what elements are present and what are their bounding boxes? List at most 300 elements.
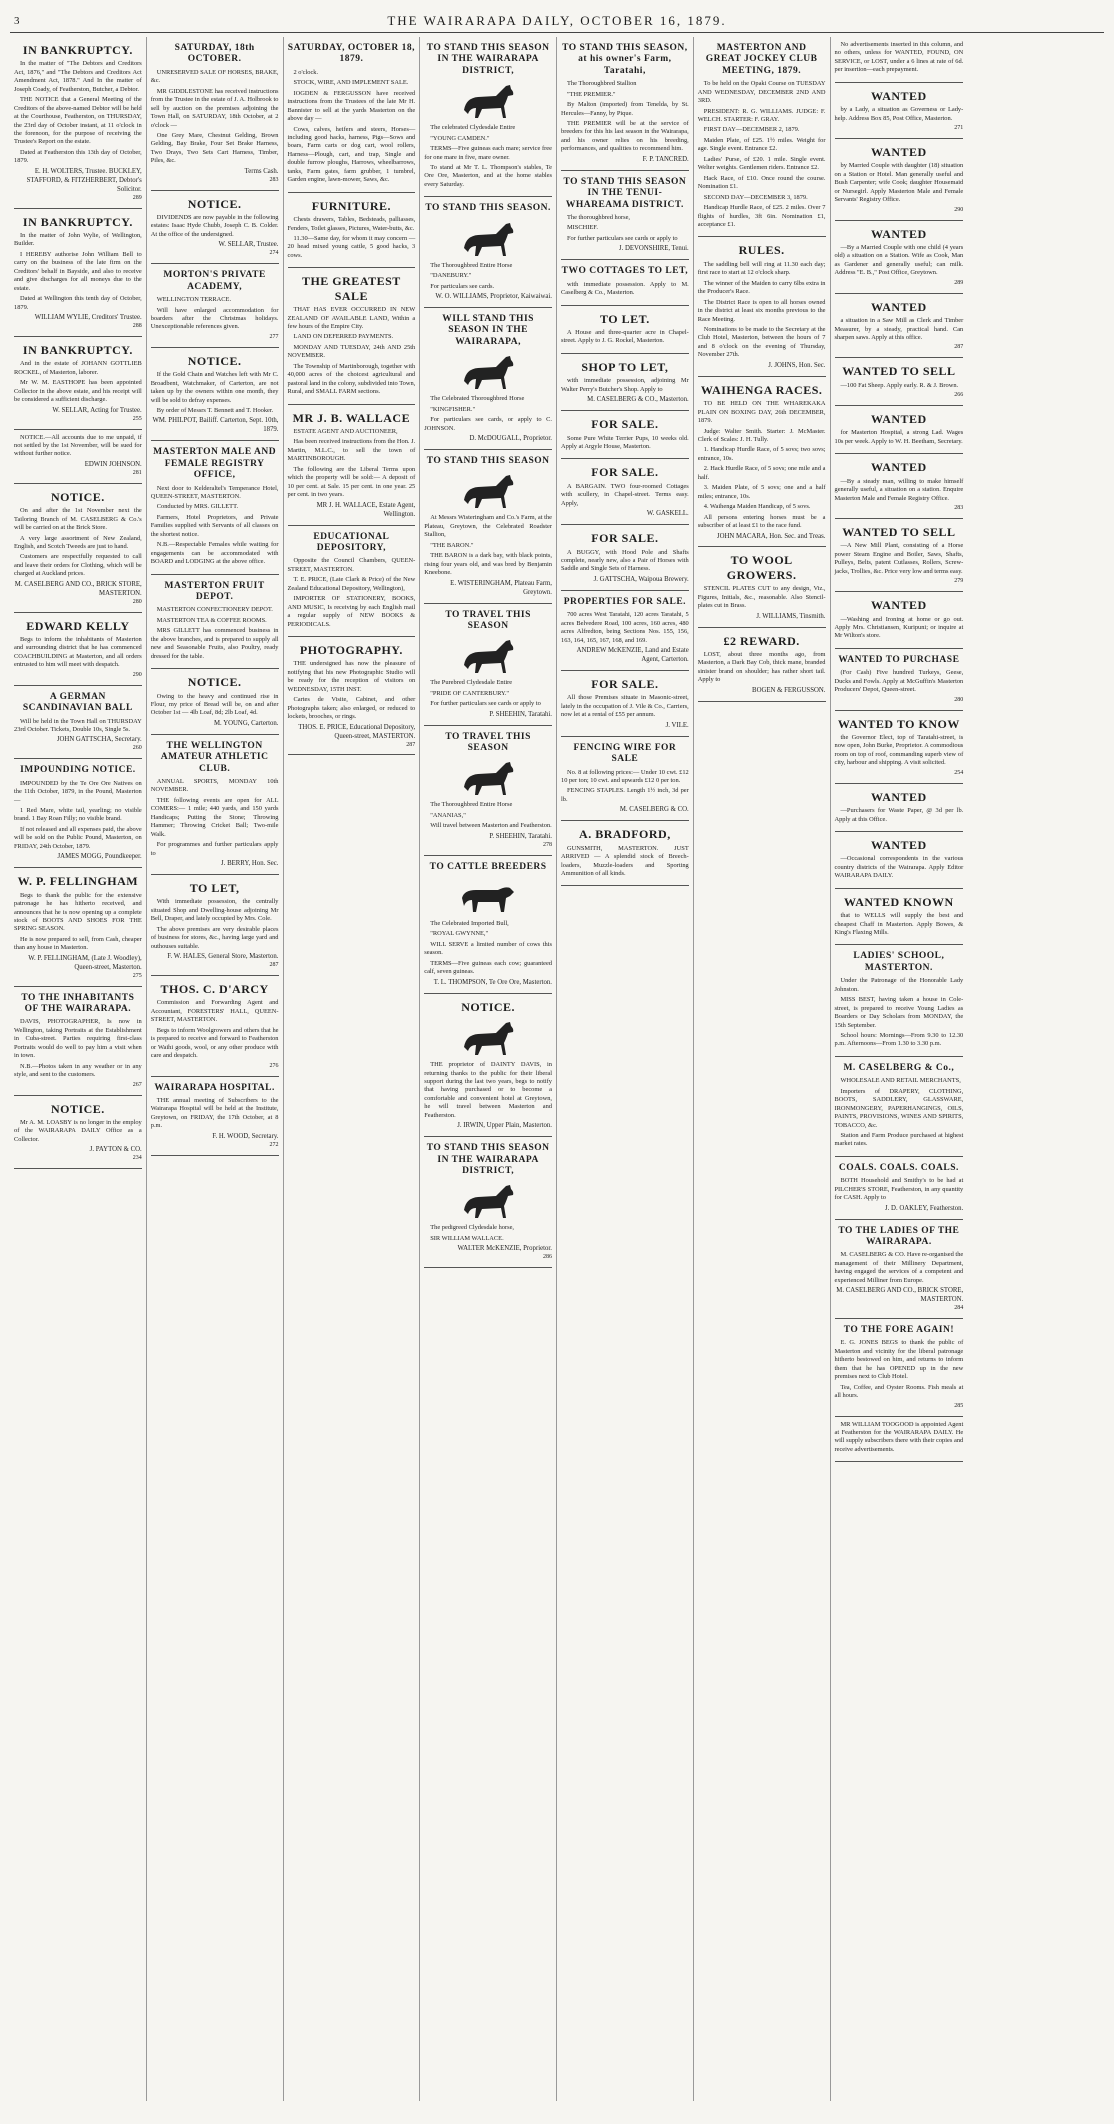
- ad-heading: WANTED: [871, 460, 927, 475]
- ad-signature: WALTER McKENZIE, Proprietor.: [457, 1245, 552, 1253]
- ad-paragraph: THE NOTICE that a General Meeting of the Creditors of the above-named Debtor will be held at the Courthouse, Featherston, on THURSDAY, the 23rd day of October instant, at 11 o'clock in the forenoon, for the purpose of receiving the Trustee's Report on the estate.: [14, 96, 142, 146]
- ad-paragraph: Begs to inform Woolgrowers and others that he is prepared to receive and forward to Featherston or Waihi goods, wool, or any other produce with care and despatch.: [150, 1026, 279, 1060]
- ad-heading: TO THE FORE AGAIN!: [843, 1325, 955, 1336]
- ad-body: [561, 80, 689, 154]
- ad-body: [288, 660, 416, 721]
- advertisement: [698, 547, 826, 627]
- ad-paragraph: Mr W. M. EASTHOPE has been appointed Collector in the above estate, and his receipt will be considered a sufficient discharge.: [14, 379, 142, 404]
- ad-body: [561, 435, 689, 452]
- bull-engraving-icon: [456, 876, 520, 918]
- ad-paragraph: The Celebrated Thoroughbred Horse: [430, 395, 525, 403]
- advertisement: [561, 821, 689, 886]
- ad-heading: FENCING WIRE FOR SALE: [573, 742, 677, 765]
- advertisement: [835, 83, 964, 139]
- ad-paragraph: "DANEBURY.": [430, 272, 472, 280]
- ad-paragraph: PRESIDENT: R. G. WILLIAMS. JUDGE: F. WELCH. STARTER: F. GRAY.: [697, 107, 826, 123]
- advertisement: [561, 591, 689, 671]
- ad-paragraph: THAT HAS EVER OCCURRED IN NEW ZEALAND OF AVAILABLE LAND, Within a few hours of the Empire City.: [287, 306, 416, 331]
- ad-signature: W. O. WILLIAMS, Proprietor, Kaiwaiwai.: [435, 293, 552, 301]
- ad-paragraph: For particulars see cards.: [430, 282, 495, 290]
- ad-paragraph: The Thoroughbred Entire Horse: [430, 261, 513, 269]
- ad-body: [561, 281, 689, 298]
- ad-paragraph: The pedigreed Clydesdale horse,: [430, 1224, 515, 1232]
- ad-paragraph: In the matter of "The Debtors and Creditors Act, 1876," and "The Debtors and Creditors Act Amendment Act, 1878." And In the matter of Joseph Coady, of Featherston, Butcher, a Debtor.: [14, 60, 142, 93]
- ad-body: [151, 999, 279, 1060]
- ad-heading: TO THE INHABITANTS OF THE WAIRARAPA.: [21, 992, 135, 1015]
- ad-body: [14, 892, 142, 953]
- ad-signature: T. L. THOMPSON, Te Ore Ore, Masterton.: [433, 978, 552, 986]
- ad-number: 290: [132, 671, 142, 678]
- ad-signature: M. CASELBERG & CO.: [619, 806, 689, 814]
- column-4: [420, 37, 557, 2101]
- ad-paragraph: If the Gold Chain and Watches left with Mr C. Broadbent, Watchmaker, of Carterton, are not taken up by the owners within one month, they will be sold to defray expenses.: [150, 371, 279, 404]
- ad-heading: FOR SALE.: [591, 677, 659, 691]
- ad-paragraph: School hours: Mornings—From 9.30 to 12.30 p.m. Afternoons—From 1.30 to 3.30 p.m.: [834, 1031, 964, 1048]
- ad-paragraph: With immediate possession, the centrally situated Shop and Dwelling-house adjoining Mr Bell, Draper, and lately occupied by Mrs. Cole.: [150, 898, 279, 923]
- ad-paragraph: NOTICE.—All accounts due to me unpaid, if not settled by the 1st November, will be sued for without further notice.: [14, 433, 142, 458]
- ad-paragraph: "YOUNG CAMDEN.": [430, 134, 490, 142]
- ad-paragraph: "ANANIAS,": [430, 811, 466, 819]
- ad-body: [151, 898, 279, 951]
- ad-body: [424, 514, 552, 577]
- advertisement: [424, 197, 552, 308]
- ad-signature: J. JOHNS, Hon. Sec.: [768, 361, 826, 369]
- ad-paragraph: Conducted by MRS. GILLETT.: [156, 503, 239, 511]
- ad-heading: THE GREATEST SALE: [301, 274, 401, 303]
- ad-signature: F. H. WOOD, Secretary.: [212, 1132, 279, 1140]
- ad-body: [14, 232, 142, 312]
- ad-signature: EDWIN JOHNSON.: [84, 460, 142, 468]
- ad-body: [424, 262, 552, 291]
- ad-heading: THE WELLINGTON AMATEUR ATHLETIC CLUB.: [160, 740, 269, 774]
- ad-paragraph: A BARGAIN. TWO four-roomed Cottages with scullery, in Chapel-street. Terms easy. Apply,: [561, 482, 689, 507]
- column-2: [147, 37, 284, 2101]
- ad-paragraph: THE following events are open for ALL COMERS:— 1 mile; 440 yards, and 150 yards Handicaps; Putting the Stone; Throwing Hammer; Throwing Cricket Ball; Two-mile Walk.: [150, 796, 279, 838]
- ad-heading: MORTON'S PRIVATE ACADEMY,: [163, 270, 266, 292]
- ad-number: 275: [132, 972, 142, 979]
- advertisement: [14, 1096, 142, 1170]
- ad-signature: J. GATTSCHA, Waipoua Brewery.: [593, 575, 689, 583]
- ad-paragraph: And in the estate of JOHANN GOTTLIEB ROCKEL, of Masterton, laborer.: [14, 360, 142, 376]
- ad-paragraph: 4. Waihenga Maiden Handicap, of 5 sovs.: [703, 503, 811, 511]
- ad-signature: J. WILLIAMS, Tinsmith.: [756, 612, 826, 620]
- ad-paragraph: To be held on the Opaki Course on TUESDAY AND WEDNESDAY, DECEMBER 2ND AND 3RD.: [697, 80, 826, 105]
- ad-number: 287: [269, 962, 279, 969]
- ad-signature: F. W. HALES, General Store, Masterton.: [167, 953, 279, 961]
- ad-paragraph: N.B.—Photos taken in any weather or in any style, and sent to the customers.: [14, 1062, 142, 1079]
- ad-paragraph: The saddling bell will ring at 11.30 each day; first race to start at 12 o'clock sharp.: [697, 260, 826, 277]
- ad-body: [561, 611, 689, 645]
- ad-paragraph: (For Cash) Five hundred Turkeys, Geese, Ducks and Fowls. Apply at McGuffin's Masterton Producers' Depot, Queen-street.: [834, 669, 964, 694]
- ad-body: [288, 428, 416, 500]
- ad-heading: WANTED: [871, 789, 927, 804]
- advertisement: [151, 575, 279, 670]
- ad-paragraph: Opposite the Council Chambers, QUEEN-STREET, MASTERTON.: [287, 557, 416, 573]
- ad-body: [14, 60, 142, 165]
- ad-body: [151, 69, 279, 166]
- ad-heading: WAIRARAPA HOSPITAL.: [154, 1082, 275, 1093]
- advertisement: [424, 726, 552, 856]
- ad-heading: WANTED TO KNOW: [837, 716, 960, 731]
- advertisement: [698, 37, 826, 237]
- ad-paragraph: Mr A. M. LOASBY is no longer in the employ of the WAIRARAPA DAILY Office as a Collector.: [14, 1118, 142, 1143]
- ad-body: [698, 585, 826, 610]
- advertisement: [424, 450, 552, 604]
- advertisement: [14, 868, 142, 986]
- ad-signature: JOHN GATTSCHA, Secretary.: [56, 736, 142, 744]
- ad-paragraph: by a Lady, a situation as Governess or Lady-help. Address Box 85, Post Office, Masterton.: [834, 106, 964, 122]
- ad-paragraph: Has been received instructions from the Hon. J. Martin, M.L.C., to sell the town of MARTINBOROUGH.: [287, 438, 416, 463]
- ad-heading: WANTED TO SELL: [842, 364, 956, 379]
- ad-number: 290: [954, 206, 964, 213]
- ad-body: [835, 317, 964, 342]
- ad-body: [698, 80, 826, 229]
- ad-paragraph: The Township of Martinborough, together with 40,000 acres of the choicest agricultural and pastoral land in the colony, subdivided into Town, Rural, and SMALL FARM sections.: [287, 362, 416, 396]
- ad-body: [14, 434, 142, 459]
- ad-number: 281: [132, 469, 142, 476]
- ad-body: [14, 636, 142, 670]
- masthead: [10, 10, 1104, 33]
- advertisement: [14, 759, 142, 868]
- ad-heading: TWO COTTAGES TO LET,: [561, 266, 689, 277]
- ad-heading: SATURDAY, 18th OCTOBER.: [174, 43, 255, 65]
- ad-body: [698, 651, 826, 685]
- advertisement: [698, 377, 826, 548]
- ad-paragraph: "THE PREMIER.": [567, 90, 616, 98]
- ad-heading: WANTED: [871, 598, 927, 613]
- ad-paragraph: Handicap Hurdle Race, of £25. 2 miles. Over 7 flights of hurdles, 3ft 6in. Nomination £1, acceptance £1.: [697, 204, 826, 228]
- advertisement: [424, 1137, 552, 1268]
- ad-paragraph: Station and Farm Produce purchased at highest market rates.: [834, 1131, 964, 1148]
- advertisement: [698, 237, 826, 376]
- ad-body: [288, 216, 416, 260]
- advertisement: [14, 337, 142, 430]
- column-1: [10, 37, 147, 2101]
- ad-number: 288: [132, 323, 142, 330]
- ad-body: [151, 296, 279, 332]
- ad-paragraph: ANNUAL SPORTS, MONDAY 10th NOVEMBER.: [150, 778, 279, 794]
- ad-heading: NOTICE.: [187, 353, 242, 368]
- ad-paragraph: LAND ON DEFERRED PAYMENTS.: [293, 333, 394, 341]
- ad-paragraph: 11.30—Same day, for whom it may concern — 20 head mixed young cattle, 5 good hacks, 3 cows.: [287, 234, 416, 259]
- ad-paragraph: MONDAY AND TUESDAY, 24th AND 25th NOVEMBER.: [287, 343, 416, 360]
- ad-body: [288, 557, 416, 629]
- ad-paragraph: The celebrated Clydesdale Entire: [430, 124, 516, 132]
- ad-body: [288, 69, 416, 185]
- ad-signature: JAMES MOGG, Poundkeeper.: [57, 853, 142, 861]
- ad-paragraph: All persons entering horses must be a subscriber of at least £1 to the race fund.: [697, 513, 826, 530]
- ad-paragraph: Dated at Featherston this 13th day of October, 1879.: [14, 148, 142, 165]
- ad-number: 272: [269, 1141, 279, 1148]
- ad-paragraph: Nominations to be made to the Secretary at the Club Hotel, Masterton, between the hours of 7 and 8 o'clock on the evening of Thursday, November 27th.: [697, 325, 826, 359]
- ad-paragraph: Cows, calves, heifers and steers, Horses—including good hacks, harness, Pigs—Sows and boars, Farm carts or dog cart, wool rollers, Harness—Plough, cart, and trap, Single and double furrow ploughs, Harrows, wheelbarrows, tanks, Farm gates, farm grubber, 1 tumbrel, Garden engine, lawn-mower, Saws, &c.: [287, 125, 416, 184]
- ad-signature: WM. PHILPOT, Bailiff. Carterton, Sept. 10th, 1879.: [152, 417, 279, 434]
- ad-paragraph: 700 acres West Taratahi, 120 acres Taratahi, 5 acres Belvedere Road, 100 acres, 160 acres, 480 acres Alfredton, being Sections Nos. 155, 156, 163, 164, 165, 167, 168, and 169.: [561, 611, 689, 644]
- ad-paragraph: GUNSMITH, MASTERTON. JUST ARRIVED — A splendid stock of Breech-loaders, Muzzle-loaders and Sporting Ammunition of all kinds.: [561, 844, 689, 878]
- ad-paragraph: —A New Mill Plant, consisting of a Horse power Steam Engine and Boiler, Saws, Shafts, Pulleys, Belts, patent Cutlasses, Rollers, Screw-jacks, Trollies, &c. Price very low and terms easy.: [834, 542, 964, 575]
- ad-heading: TO STAND THIS SEASON IN THE TENUI-WHAREAMA DISTRICT.: [563, 176, 687, 210]
- horse-engraving-icon: [456, 351, 520, 393]
- ad-signature: J. IRWIN, Upper Plain, Masterton.: [457, 1122, 552, 1130]
- ad-paragraph: STENCIL PLATES CUT to any design, Viz., Figures, Initials, &c., reasonable. Also Stencil-plates cut in Brass.: [697, 585, 826, 610]
- ad-heading: WANTED KNOWN: [844, 894, 954, 909]
- horse-engraving-icon: [456, 80, 520, 122]
- ad-number: 278: [543, 841, 552, 848]
- ad-heading: PROPERTIES FOR SALE.: [563, 596, 687, 607]
- ad-heading: FOR SALE.: [591, 531, 659, 546]
- ad-body: [14, 1018, 142, 1079]
- ad-number: 283: [954, 505, 964, 512]
- ad-paragraph: BOTH Household and Smithy's to be had at PILCHER'S STORE, Featherston, in any quantity for CASH. Apply to: [834, 1177, 964, 1202]
- advertisement: [835, 945, 964, 1056]
- ad-body: [424, 395, 552, 433]
- ad-paragraph: UNRESERVED SALE OF HORSES, BRAKE, &c.: [150, 68, 279, 85]
- ad-paragraph: TERMS—Five guineas each cow; guaranteed calf, seven guineas.: [424, 959, 552, 976]
- ad-signature: J. BERRY, Hon. Sec.: [221, 860, 279, 868]
- ad-heading: TO TRAVEL THIS SEASON: [445, 609, 531, 631]
- ad-paragraph: MISS BEST, having taken a house in Cole-street, is prepared to receive Young Ladies as Boarders or Day Scholars from MONDAY, the 15th September.: [834, 996, 964, 1029]
- advertisement: [561, 171, 689, 261]
- ad-paragraph: On and after the 1st November next the Tailoring Branch of M. CASELBERG & Co.'s will be carried on at the Brick Store.: [14, 507, 142, 532]
- advertisement: [561, 671, 689, 737]
- advertisement: [14, 613, 142, 686]
- ad-number: 283: [269, 176, 279, 183]
- advertisement: [14, 686, 142, 760]
- ad-paragraph: for Masterton Hospital, a strong Lad. Wages 10s per week. Apply to W. H. Beetham, Secretary.: [834, 429, 964, 445]
- advertisement: [151, 735, 279, 875]
- advertisement: [288, 37, 416, 193]
- ad-paragraph: Some Pure White Terrier Pups, 10 weeks old. Apply at Argyle House, Masterton.: [561, 434, 689, 450]
- ad-paragraph: The District Race is open to all horses owned in the district at least six months previous to the Race Meeting.: [697, 298, 826, 323]
- ad-paragraph: The following are the Liberal Terms upon which the property will be sold:— A deposit of 10 per cent. at Sale. 15 per cent. in one year. 25 per cent. in two years.: [287, 465, 416, 499]
- advertisement: [835, 221, 964, 294]
- advertisement: [561, 459, 689, 525]
- ad-paragraph: IMPORTER OF STATIONERY, BOOKS, AND MUSIC, Is receiving by each English mail a regular supply of NEW BOOKS & PERIODICALS.: [287, 595, 416, 628]
- ad-body: [835, 807, 964, 824]
- advertisement: [14, 987, 142, 1096]
- ad-paragraph: A BUGGY, with Hood Pole and Shafts complete, nearly new, also a Pair of Horses with Saddle and Single Sets of Harness.: [561, 548, 689, 573]
- ad-paragraph: TO BE HELD ON THE WHAREKAKA PLAIN ON BOXING DAY, 26th DECEMBER, 1879.: [697, 400, 826, 425]
- ad-paragraph: By Malton (imported) from Tenelda, by St. Hercules—Fanny, by Pique.: [561, 101, 689, 117]
- ad-paragraph: For particulars see cards, or apply to C. JOHNSON.: [424, 416, 552, 432]
- ad-body: [424, 920, 552, 977]
- ad-heading: TO LET.: [600, 311, 650, 326]
- ad-paragraph: In the matter of John Wylie, of Wellington, Builder.: [14, 232, 142, 248]
- ad-number: 285: [954, 1402, 964, 1409]
- ad-paragraph: 2. Hack Hurdle Race, of 5 sovs; one mile and a half.: [697, 465, 826, 481]
- ad-number: 267: [132, 1081, 142, 1088]
- ad-paragraph: THE BARON is a dark bay, with black points, rising four years old, and was bred by Benjamin Kneebone.: [424, 552, 552, 577]
- ad-paragraph: Owing to the heavy and continued rise in Flour, my price of Bread will be, on and after October 1st — 4lb Loaf, 8d; 2lb Loaf, 4d.: [150, 692, 279, 717]
- ad-heading: NOTICE.: [187, 675, 242, 690]
- ad-paragraph: Commission and Forwarding Agent and Accountant, FORESTERS' HALL, QUEEN-STREET, MASTERTON.: [150, 999, 279, 1024]
- ad-paragraph: "ROYAL GWYNNE,": [430, 930, 489, 938]
- column-5: [557, 37, 694, 2101]
- advertisement: [561, 354, 689, 411]
- advertisement: [835, 1319, 964, 1416]
- advertisement: [835, 358, 964, 406]
- ad-paragraph: Maiden Plate, of £25. 1½ miles. Weight for age. Single event. Entrance £2.: [697, 136, 826, 153]
- advertisement: [424, 37, 552, 197]
- ad-signature: M. YOUNG, Carterton.: [214, 719, 279, 727]
- ad-paragraph: One Grey Mare, Chestnut Gelding, Brown Gelding, Bay Brake, Four Set Brake Harness, Two Drays, Two Sets Cart Harness, Timber, Piles, &c.: [150, 131, 279, 165]
- ad-paragraph: "PRIDE OF CANTERBURY.": [430, 689, 510, 697]
- advertisement: [151, 191, 279, 265]
- ad-paragraph: THE annual meeting of Subscribers to the Wairarapa Hospital will be held at the Institute, Greytown, on FRIDAY, the 17th October, at 8 p.m.: [150, 1096, 279, 1130]
- ad-paragraph: "THE BARON.": [430, 541, 474, 549]
- ad-body: [835, 616, 964, 641]
- ad-heading: WANTED: [871, 145, 927, 160]
- ad-paragraph: WILL SERVE a limited number of cows this season.: [424, 940, 552, 957]
- advertisement: [151, 669, 279, 735]
- ad-signature: M. CASELBERG & CO., Masterton.: [587, 396, 689, 404]
- ad-paragraph: WHOLESALE AND RETAIL MERCHANTS,: [840, 1077, 961, 1085]
- ad-body: [835, 106, 964, 123]
- ad-heading: TO WOOL GROWERS.: [726, 553, 797, 582]
- advertisement: [698, 628, 826, 702]
- ad-paragraph: Cartes de Visite, Cabinet, and other Photographs taken; also enlarged, or reduced to lockets, brooches, or rings.: [287, 696, 416, 721]
- advertisement: [14, 37, 142, 209]
- ad-signature: W. GASKELL.: [646, 510, 689, 518]
- advertisement: [835, 711, 964, 784]
- ad-signature: E. WISTERINGHAM, Plateau Farm, Greytown.: [450, 579, 552, 596]
- advertisement: [835, 1057, 964, 1157]
- advertisement: [151, 264, 279, 348]
- ad-body: [561, 694, 689, 719]
- ad-paragraph: If not released and all expenses paid, the above will be sold on the Public Pound, Masterton, on FRIDAY, 24th October, 1879.: [14, 825, 142, 850]
- ad-paragraph: IMPOUNDED by the Te Ore Ore Natives on the 11th October, 1879, in the Pound, Masterton —: [14, 779, 142, 804]
- ad-paragraph: —By a Married Couple with one child (4 years old) a situation on a Station. Wife as Cook, Man as Gardener and generally useful; can milk. Address "E. B.," Post Office, Greytown.: [834, 243, 964, 277]
- ad-paragraph: The above premises are very desirable places of business for stores, &c., having large yard and outhouses suitable.: [150, 925, 279, 950]
- ad-signature: ANDREW McKENZIE, Land and Estate Agent, Carterton.: [576, 647, 689, 664]
- ad-paragraph: ESTATE AGENT AND AUCTIONEER,: [293, 428, 398, 436]
- ad-paragraph: Next door to Kelderaltel's Temperance Hotel, QUEEN-STREET, MASTERTON.: [150, 484, 279, 500]
- advertisement: [835, 649, 964, 711]
- ad-heading: TO STAND THIS SEASON.: [425, 203, 551, 214]
- ad-paragraph: —Purchasers for Waste Paper, @ 3d per lb. Apply at this Office.: [834, 807, 964, 823]
- ad-paragraph: MISCHIEF.: [567, 224, 598, 232]
- advertisement: [835, 37, 964, 83]
- ad-body: [561, 845, 689, 879]
- ad-heading: MASTERTON FRUIT DEPOT.: [164, 580, 265, 602]
- ad-heading: WILL STAND THIS SEASON IN THE WAIRARAPA,: [442, 314, 534, 347]
- ad-heading: WANTED TO PURCHASE: [838, 654, 960, 665]
- ad-heading: TO STAND THIS SEASON, at his owner's Farm, Taratahi,: [562, 43, 688, 76]
- ad-heading: A. BRADFORD,: [579, 827, 671, 842]
- ad-number: 286: [543, 1254, 552, 1261]
- ad-body: [698, 261, 826, 360]
- ad-number: 289: [954, 279, 964, 286]
- horse-engraving-icon: [456, 757, 520, 799]
- ad-paragraph: 3. Maiden Plate, of 5 sovs; one and a half miles; entrance, 10s.: [697, 484, 826, 500]
- ad-heading: THOS. C. D'ARCY: [160, 982, 269, 997]
- ad-heading: IN BANKRUPTCY.: [22, 43, 133, 57]
- ad-paragraph: To stand at Mr T. L. Thompson's stables, Te Ore Ore, Masterton, and at the home stables every Saturday.: [424, 163, 552, 188]
- ad-number: 277: [269, 333, 279, 340]
- ad-heading: TO LET,: [189, 881, 240, 896]
- ad-body: [424, 1224, 552, 1243]
- ad-body: [835, 1177, 964, 1202]
- ad-body: [151, 371, 279, 415]
- ad-heading: WANTED: [871, 299, 927, 314]
- ad-paragraph: Judge: Walter Smith. Starter: J. McMaster. Clerk of Scales: J. H. Tully.: [697, 427, 826, 443]
- ad-paragraph: Begs to inform the inhabitants of Masterton and surrounding district that he has commenced COACHBUILDING at Masterton, and all orders entrusted to him will meet with despatch.: [14, 636, 142, 669]
- ad-paragraph: Ladies' Purse, of £20. 1 mile. Single event. Welter weights. Gentlemen riders. Entrance £2.: [697, 155, 826, 172]
- advertisement: [835, 294, 964, 359]
- ad-number: 276: [269, 1062, 279, 1069]
- advertisement: [561, 306, 689, 354]
- ad-heading: RULES.: [738, 243, 785, 258]
- ad-body: [424, 1061, 552, 1120]
- ad-heading: TO TRAVEL THIS SEASON: [445, 731, 531, 754]
- ad-heading: MASTERTON MALE AND FEMALE REGISTRY OFFICE,: [153, 447, 277, 481]
- ad-number: 289: [132, 194, 142, 201]
- ad-number: 260: [132, 745, 142, 752]
- ad-paragraph: that to WELLS will supply the best and cheapest Chaff in Masterton. Apply Bowes, & King's Flaxing Mills.: [834, 912, 964, 937]
- ad-heading: WANTED: [871, 837, 927, 852]
- ad-body: [424, 679, 552, 708]
- ad-body: [561, 769, 689, 805]
- advertisement: [424, 308, 552, 450]
- ad-body: [561, 483, 689, 508]
- ad-body: [151, 214, 279, 239]
- ad-heading: TO STAND THIS SEASON: [426, 456, 550, 467]
- ad-body: [151, 1097, 279, 1131]
- ad-signature: D. McDOUGALL, Proprietor.: [469, 435, 552, 443]
- ad-paragraph: WELLINGTON TERRACE.: [156, 296, 232, 304]
- ad-body: [424, 801, 552, 830]
- ad-heading: SATURDAY, OCTOBER 18, 1879.: [287, 43, 415, 65]
- ad-signature: E. H. WOLTERS, Trustee. BUCKLEY, STAFFORD, & FITZHERBERT, Debtor's Solicitor.: [26, 167, 142, 193]
- ad-paragraph: TERMS—Five guineas each mare; service free for one mare in five, mare owner.: [424, 145, 552, 161]
- ad-heading: EDWARD KELLY: [26, 618, 130, 633]
- ad-paragraph: No. 8 at following prices:— Under 10 cwt. £12 10 per ton; 10 cwt. and upwards £12 0 per ton.: [561, 768, 689, 784]
- horse-engraving-icon: [456, 1017, 520, 1059]
- ad-paragraph: The Purebred Clydesdale Entire: [430, 679, 513, 687]
- ad-body: [288, 306, 416, 397]
- ad-paragraph: Hack Race, of £10. Once round the course. Nomination £1.: [697, 174, 826, 191]
- ad-paragraph: 1. Handicap Hurdle Race, of 5 sovs; two sovs; entrance, 10s.: [697, 446, 826, 462]
- ad-heading: £2 REWARD.: [723, 633, 800, 648]
- advertisement: [288, 268, 416, 404]
- column-3: [284, 37, 421, 2101]
- ad-number: 266: [954, 392, 964, 399]
- ad-body: [835, 478, 964, 503]
- ad-heading: FURNITURE.: [311, 198, 392, 213]
- advertisement: [835, 454, 964, 519]
- advertisement: [835, 139, 964, 221]
- ad-paragraph: —Washing and Ironing at home or go out. Apply Mrs. Christiansen, Kuripuni; or inquire at Mr Wilton's store.: [834, 615, 964, 640]
- ad-heading: NOTICE.: [50, 1101, 105, 1116]
- ad-paragraph: "KINGFISHER.": [430, 405, 476, 413]
- ad-paragraph: IOGDEN & FERGUSSON have received instructions from the Trustees of the late Mr H. Bannister to sell at the yards Masterton on the above day —: [287, 89, 416, 123]
- ad-number: 255: [132, 415, 142, 422]
- horse-engraving-icon: [456, 1180, 520, 1222]
- ad-signature: M. CASELBERG AND CO., BRICK STORE, MASTERTON.: [836, 1287, 964, 1304]
- ad-body: [835, 382, 964, 390]
- ad-heading: TO STAND THIS SEASON IN THE WAIRARAPA DISTRICT,: [426, 1143, 550, 1177]
- ad-body: [835, 855, 964, 880]
- ad-heading: WAIHENGA RACES.: [700, 382, 823, 397]
- ad-signature: J. VILE.: [665, 721, 689, 729]
- ad-heading: TO STAND THIS SEASON IN THE WAIRARAPA DISTRICT,: [426, 43, 550, 76]
- ad-heading: MASTERTON AND GREAT JOCKEY CLUB MEETING, 1879.: [705, 43, 818, 76]
- ad-heading: NOTICE.: [461, 999, 516, 1014]
- ad-signature: P. SHEEHIN, Taratahi.: [489, 832, 552, 840]
- advertisement: [835, 592, 964, 649]
- ad-number: 280: [132, 598, 142, 605]
- advertisement: [561, 260, 689, 305]
